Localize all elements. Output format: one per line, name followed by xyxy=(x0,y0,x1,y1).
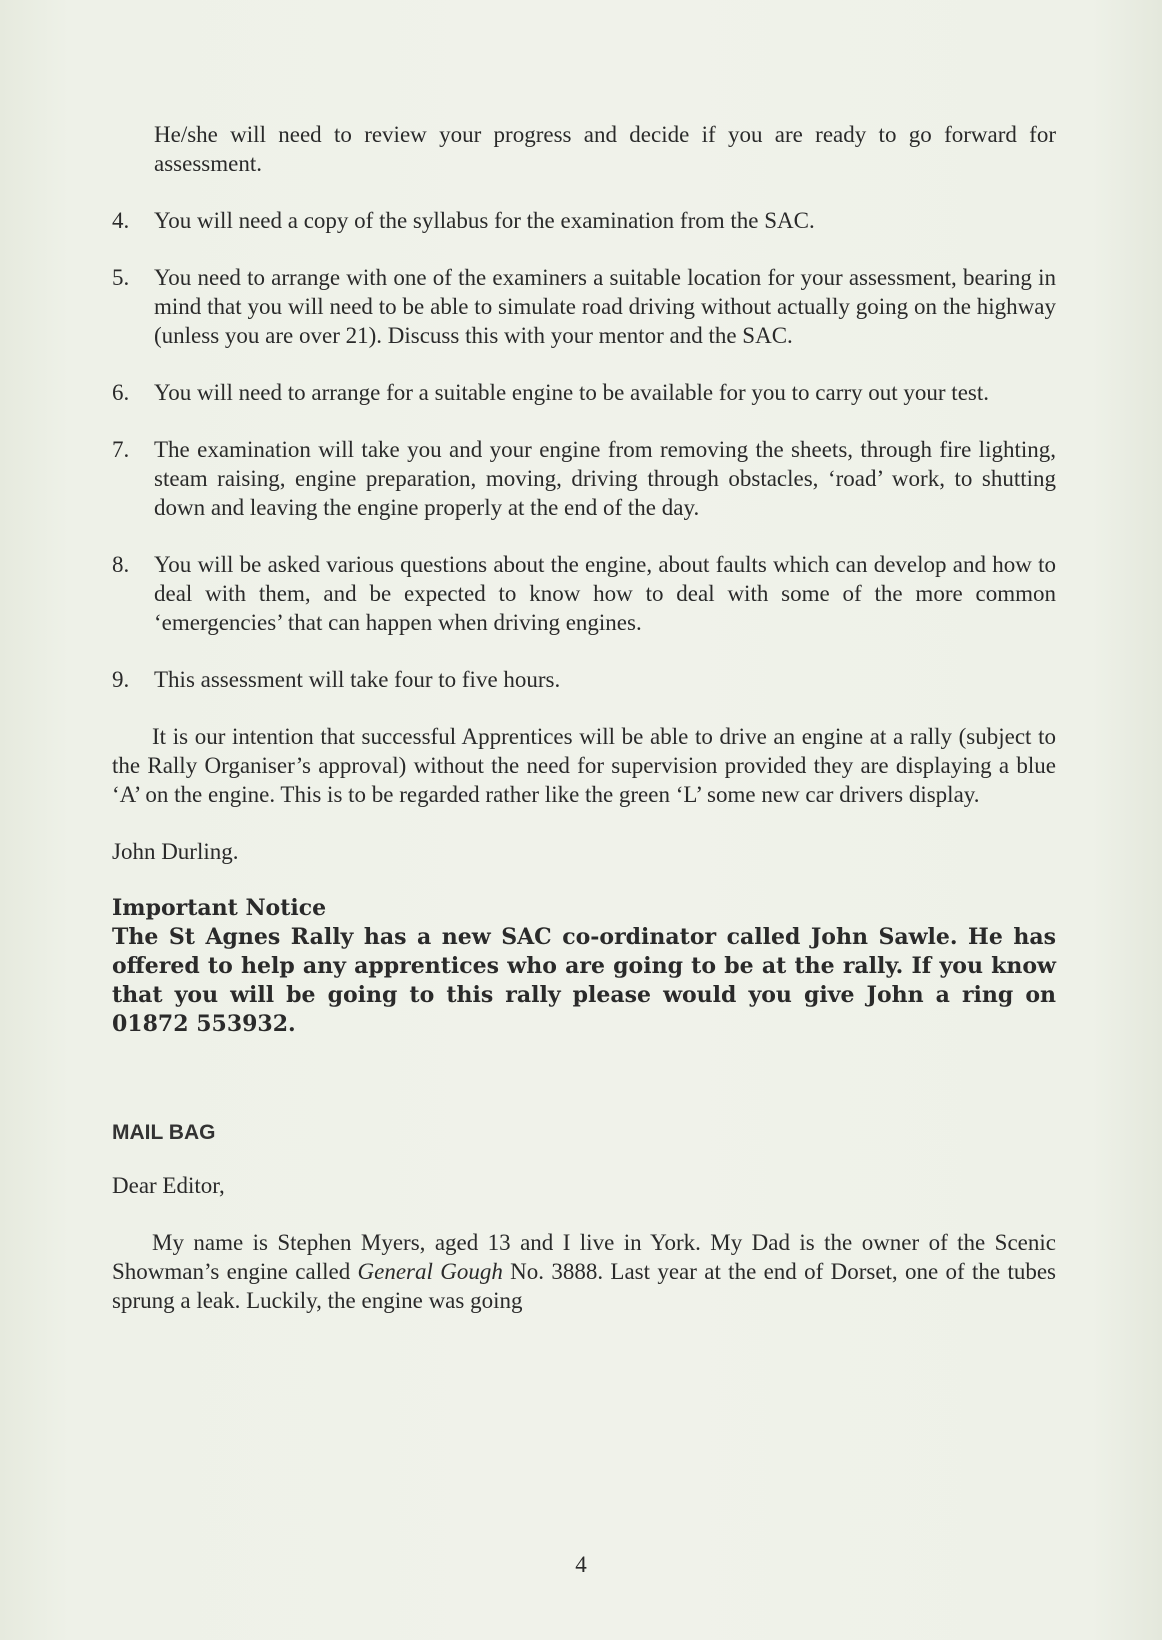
mail-bag-title: MAIL BAG xyxy=(112,1121,216,1144)
list-item-text: You will need to arrange for a suitable engine to be available for you to carry out your test. xyxy=(154,380,989,405)
page-content xyxy=(112,120,1056,1338)
steps-list xyxy=(112,206,1056,694)
engine-name: General Gough xyxy=(357,1259,503,1284)
intro-paragraph: He/she will need to review your progress and decide if you are ready to go forward for assessment. xyxy=(154,122,1056,176)
signature: John Durling. xyxy=(112,839,239,864)
intention-paragraph: It is our intention that successful Apprentices will be able to drive an engine at a rally (subject to the Rally Organiser’s approval) without the need for supervision provided they are displaying a blue ‘A’ on the engine. This is to be regarded rather like the green ‘L’ some new car drivers display. xyxy=(112,724,1056,807)
notice-body: The St Agnes Rally has a new SAC co-ordinator called John Sawle. He has offered to help any apprentices who are going to be at the rally. If you know that you will be going to this rally please would you give John a ring on 01872 553932. xyxy=(112,924,1056,1037)
list-item-text: You will be asked various questions about the engine, about faults which can develop and how to deal with them, and be expected to know how to deal with some of the more common ‘emergencies’ that can happen when driving engines. xyxy=(154,552,1056,635)
list-item-number: 4. xyxy=(112,208,130,233)
letter-text-part2: No. 3888. Last year at the end of Dorset, one of the tubes sprung a leak. Luckily, the engine was going xyxy=(112,1259,1056,1313)
list-item xyxy=(112,665,1056,694)
list-item-number: 7. xyxy=(112,437,130,462)
list-item-text: You will need a copy of the syllabus for the examination from the SAC. xyxy=(154,208,815,233)
list-item-number: 8. xyxy=(112,552,130,577)
important-notice xyxy=(112,894,1056,1039)
notice-heading: Important Notice xyxy=(112,895,327,921)
letter-salutation: Dear Editor, xyxy=(112,1173,225,1198)
list-item xyxy=(112,550,1056,637)
list-item xyxy=(112,263,1056,350)
list-item xyxy=(112,206,1056,235)
list-item-text: The examination will take you and your engine from removing the sheets, through fire lighting, steam raising, engine preparation, moving, driving through obstacles, ‘road’ work, to shutting down and leaving the engine properly at the end of the day. xyxy=(154,437,1056,520)
letter-text-part1: My name is Stephen Myers, aged 13 and I live in York. My Dad is the owner of the Scenic Showman’s engine called xyxy=(112,1230,1056,1284)
letter-paragraph xyxy=(112,1228,1056,1315)
list-item-number: 6. xyxy=(112,380,130,405)
list-item xyxy=(112,378,1056,407)
list-item-number: 9. xyxy=(112,667,130,692)
page-number: 4 xyxy=(575,1552,587,1577)
list-item-number: 5. xyxy=(112,265,130,290)
list-item-text: This assessment will take four to five hours. xyxy=(154,667,561,692)
list-item-text: You need to arrange with one of the examiners a suitable location for your assessment, bearing in mind that you will need to be able to simulate road driving without actually going on the highway (unless you are over 21). Discuss this with your mentor and the SAC. xyxy=(154,265,1056,348)
list-item xyxy=(112,435,1056,522)
